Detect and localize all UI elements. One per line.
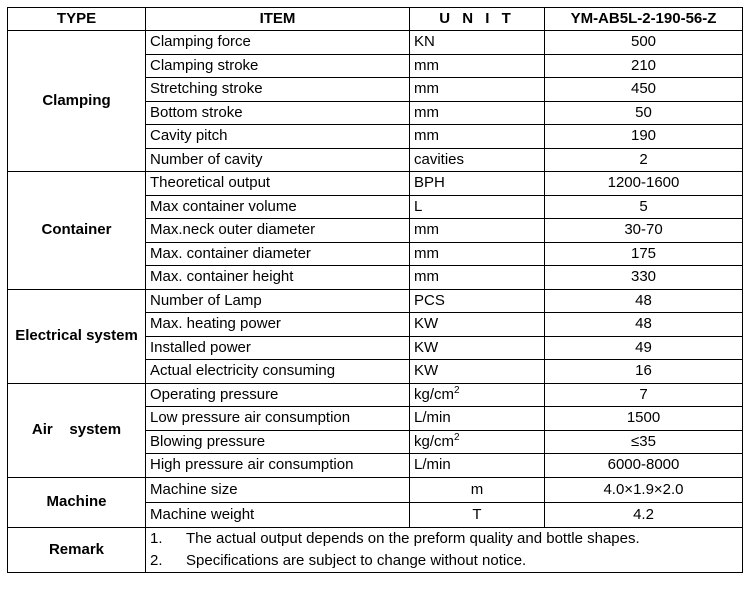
unit-cell: KN	[410, 31, 545, 55]
unit-cell: T	[410, 502, 545, 527]
type-air-system: Air system	[8, 383, 146, 477]
header-row	[8, 8, 743, 31]
remark-note-text: The actual output depends on the preform quality and bottle shapes.	[186, 529, 640, 547]
header-unit: U N I T	[410, 8, 545, 31]
item-cell: Max. heating power	[146, 313, 410, 337]
item-cell: Low pressure air consumption	[146, 407, 410, 431]
unit-superscript: 2	[454, 431, 460, 443]
value-cell: 190	[545, 125, 743, 149]
value-cell: 5	[545, 195, 743, 219]
type-electrical-system: Electrical system	[8, 289, 146, 383]
remark-row	[8, 527, 743, 572]
value-cell: 330	[545, 266, 743, 290]
value-cell: 500	[545, 31, 743, 55]
unit-cell	[410, 430, 545, 454]
unit-base: kg/cm	[414, 385, 455, 403]
item-cell: Max container volume	[146, 195, 410, 219]
value-cell: ≤35	[545, 430, 743, 454]
type-clamping: Clamping	[8, 31, 146, 172]
item-cell: Max.neck outer diameter	[146, 219, 410, 243]
remark-note	[150, 528, 738, 550]
value-cell: 50	[545, 101, 743, 125]
spec-table	[7, 7, 743, 573]
table-row	[8, 31, 743, 55]
item-cell: Blowing pressure	[146, 430, 410, 454]
value-cell: 2	[545, 148, 743, 172]
value-cell: 1500	[545, 407, 743, 431]
item-cell: Actual electricity consuming	[146, 360, 410, 384]
item-cell: Operating pressure	[146, 383, 410, 407]
item-cell: Clamping stroke	[146, 54, 410, 78]
spec-table-wrapper	[7, 7, 743, 573]
item-cell: Cavity pitch	[146, 125, 410, 149]
item-cell: Clamping force	[146, 31, 410, 55]
remark-notes	[146, 527, 743, 572]
header-model: YM-AB5L-2-190-56-Z	[545, 8, 743, 31]
item-cell: Max. container height	[146, 266, 410, 290]
item-cell: Machine size	[146, 477, 410, 502]
unit-cell: KW	[410, 313, 545, 337]
table-row	[8, 289, 743, 313]
table-row	[8, 477, 743, 502]
item-cell: Number of Lamp	[146, 289, 410, 313]
item-cell: Installed power	[146, 336, 410, 360]
value-cell: 450	[545, 78, 743, 102]
item-cell: Stretching stroke	[146, 78, 410, 102]
unit-cell: mm	[410, 101, 545, 125]
value-cell: 7	[545, 383, 743, 407]
table-row	[8, 172, 743, 196]
unit-cell: m	[410, 477, 545, 502]
unit-base: kg/cm	[414, 432, 455, 450]
remark-note-number: 1.	[150, 529, 163, 547]
type-machine: Machine	[8, 477, 146, 527]
type-remark: Remark	[8, 527, 146, 572]
unit-cell	[410, 383, 545, 407]
unit-cell: PCS	[410, 289, 545, 313]
unit-superscript: 2	[454, 384, 460, 396]
value-cell: 1200-1600	[545, 172, 743, 196]
unit-cell: mm	[410, 78, 545, 102]
item-cell: Number of cavity	[146, 148, 410, 172]
unit-cell: mm	[410, 125, 545, 149]
item-cell: Theoretical output	[146, 172, 410, 196]
value-cell: 4.2	[545, 502, 743, 527]
header-item: ITEM	[146, 8, 410, 31]
value-cell: 48	[545, 289, 743, 313]
value-cell: 48	[545, 313, 743, 337]
value-cell: 16	[545, 360, 743, 384]
remark-note-text: Specifications are subject to change without notice.	[186, 551, 527, 569]
remark-note	[150, 550, 738, 572]
unit-cell: L/min	[410, 454, 545, 478]
value-cell: 4.0×1.9×2.0	[545, 477, 743, 502]
value-cell: 210	[545, 54, 743, 78]
unit-cell: BPH	[410, 172, 545, 196]
value-cell: 49	[545, 336, 743, 360]
unit-cell: mm	[410, 54, 545, 78]
item-cell: High pressure air consumption	[146, 454, 410, 478]
item-cell: Bottom stroke	[146, 101, 410, 125]
header-type: TYPE	[8, 8, 146, 31]
value-cell: 175	[545, 242, 743, 266]
type-container: Container	[8, 172, 146, 290]
unit-cell: mm	[410, 266, 545, 290]
value-cell: 30-70	[545, 219, 743, 243]
remark-note-number: 2.	[150, 551, 163, 569]
table-row	[8, 383, 743, 407]
item-cell: Machine weight	[146, 502, 410, 527]
unit-cell: mm	[410, 242, 545, 266]
unit-cell: KW	[410, 360, 545, 384]
value-cell: 6000-8000	[545, 454, 743, 478]
unit-cell: mm	[410, 219, 545, 243]
item-cell: Max. container diameter	[146, 242, 410, 266]
unit-cell: L/min	[410, 407, 545, 431]
unit-cell: cavities	[410, 148, 545, 172]
unit-cell: KW	[410, 336, 545, 360]
unit-cell: L	[410, 195, 545, 219]
